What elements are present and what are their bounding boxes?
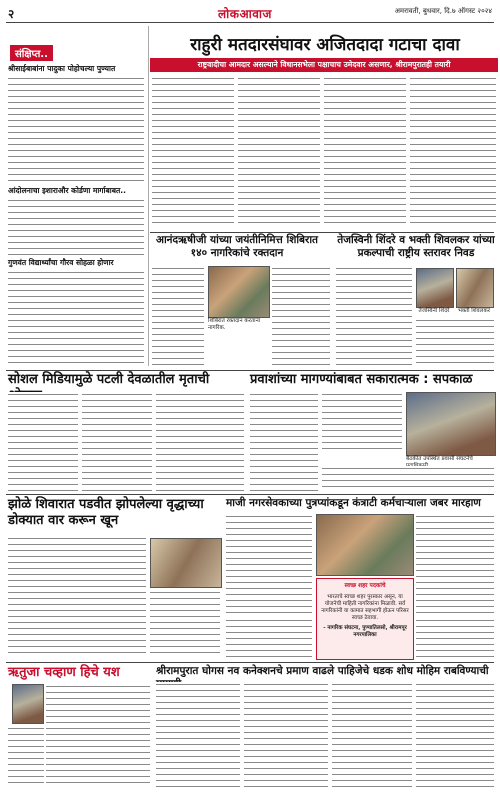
story4-text-c bbox=[156, 392, 244, 492]
main-story-col1 bbox=[152, 76, 234, 228]
story7-text bbox=[226, 514, 312, 614]
assault-photo bbox=[316, 514, 414, 576]
story5-headline: प्रवाशांच्या मागण्यांबाबत सकारात्मक : सपकाळ bbox=[250, 372, 473, 387]
date-line: अमरावती, बुधवार, दि.७ ऑगस्ट २०२४ bbox=[394, 7, 492, 15]
story2-text-b bbox=[272, 266, 330, 366]
main-headline: राहुरी मतदारसंघावर अजितदादा गटाचा दावा bbox=[190, 35, 460, 55]
header-rule bbox=[6, 22, 494, 23]
story3-text-b bbox=[416, 318, 494, 366]
story8-text-b bbox=[8, 726, 44, 788]
story7-text-b bbox=[416, 514, 494, 614]
story9-text bbox=[156, 682, 240, 788]
main-story-col2 bbox=[238, 76, 320, 228]
story9-text-b bbox=[244, 682, 328, 788]
story7-text-c bbox=[226, 618, 312, 658]
brief1-headline: श्रीसाईबाबांना पादुका पोहोचल्या पुण्यात bbox=[8, 64, 116, 73]
blood-donation-photo bbox=[208, 266, 270, 318]
story2-headline: आनंदऋषीजी यांच्या जयंतीनिमित्त शिबिरात १४० नागरिकांचे रक्तदान bbox=[155, 234, 319, 259]
story3-text bbox=[336, 266, 412, 366]
story6-text bbox=[8, 536, 146, 656]
story7-headline: माजी नगरसेवकाच्या पुत्रप्यांकडून कंत्राटी कर्मचाऱ्याला जबर मारहाण bbox=[226, 497, 481, 509]
page-header bbox=[8, 5, 492, 21]
story5-text-c bbox=[322, 466, 494, 492]
story4-text-b bbox=[82, 392, 152, 492]
section-rule-4 bbox=[6, 662, 494, 663]
student2-photo bbox=[456, 268, 494, 308]
student1-caption: तेजस्विनी शिंदरे bbox=[418, 308, 450, 314]
brief3-text bbox=[8, 270, 144, 368]
story4-text bbox=[8, 392, 78, 492]
story4-headline: सोशल मिडियामुळे पटली देवळातील मृताची bbox=[8, 372, 210, 387]
story9-text-c bbox=[332, 682, 412, 788]
story9-text-d bbox=[416, 682, 494, 788]
quote-box-title: स्वच्छ शहर पदकांचे bbox=[344, 583, 386, 589]
story7-text-d bbox=[416, 618, 494, 658]
story2-text bbox=[152, 266, 204, 366]
page-number: २ bbox=[8, 7, 15, 21]
student2-caption: भक्ती शिवलकर bbox=[457, 308, 491, 314]
blood-photo-caption: शिबिरात रक्तदान करताना नागरिक. bbox=[208, 318, 261, 331]
story8-headline: ऋतुजा चव्हाण हिचे यश bbox=[8, 665, 120, 680]
story6-text-b bbox=[150, 590, 220, 656]
brief1-text bbox=[8, 76, 144, 182]
story5-text-b bbox=[322, 392, 402, 452]
brief2-text bbox=[8, 198, 144, 256]
quote-box-body: भारताचे स्वच्छ शहर पुरस्कार असून, या योजनेची माहिती नागरिकांना मिळावी. सर्व नागरिकांनी या कामात सहभागी होऊन परिसर स्वच्छ ठेवावा. bbox=[321, 594, 409, 621]
story8-text bbox=[46, 684, 150, 788]
quote-box bbox=[316, 578, 414, 660]
section-rule-3 bbox=[6, 494, 494, 495]
quote-box-author: - नागरिक संघटना, पुण्यातिलसो, श्रीरामपूर नगरपालिका bbox=[323, 625, 407, 638]
student-success-photo bbox=[12, 684, 44, 724]
story3-headline: तेजस्विनी शिंदरे व भक्ती शिवलकर यांच्या प्रकल्पाची राष्ट्रीय स्तरावर निवड bbox=[337, 234, 495, 259]
section-label: संक्षिप्त.. bbox=[10, 45, 53, 61]
passenger-meeting-photo bbox=[406, 392, 496, 456]
main-story-col3 bbox=[324, 76, 406, 228]
story6-headline: झोळे शिवारात पडवीत झोपलेल्या वृद्धाच्या डोक्यात वार करून खून bbox=[8, 497, 204, 528]
story5-text bbox=[250, 392, 318, 492]
column-divider bbox=[148, 26, 149, 366]
section-rule-2 bbox=[6, 370, 494, 371]
main-story-col4 bbox=[410, 76, 496, 228]
newspaper-logo: लोकआवाज bbox=[218, 7, 272, 21]
student1-photo bbox=[416, 268, 454, 308]
brief2-headline: आंदोलनाचा इशाराऔर कोर्डणा मार्गाबाबत.. bbox=[8, 186, 126, 195]
victim-photo bbox=[150, 538, 222, 588]
main-subheadline: राष्ट्रवादीचा आमदार असल्याने विधानसभेला पक्षाचाच उमेदवार असणार, श्रीरामपुरातही तयारी bbox=[150, 58, 498, 72]
story9-headline: श्रीरामपुरात घोगस नव कनेक्शनचे प्रमाण वाढले पाहिजेचे धडक शोध मोहिम राबविण्याची bbox=[156, 665, 489, 677]
meeting-caption: बैठकीत उपस्थित प्रवासी संघटनेचे bbox=[406, 456, 473, 462]
section-rule bbox=[150, 232, 494, 233]
brief3-headline: गुणवंत विद्यार्थ्यांचा गौरव सोहळा होणार bbox=[8, 258, 114, 267]
